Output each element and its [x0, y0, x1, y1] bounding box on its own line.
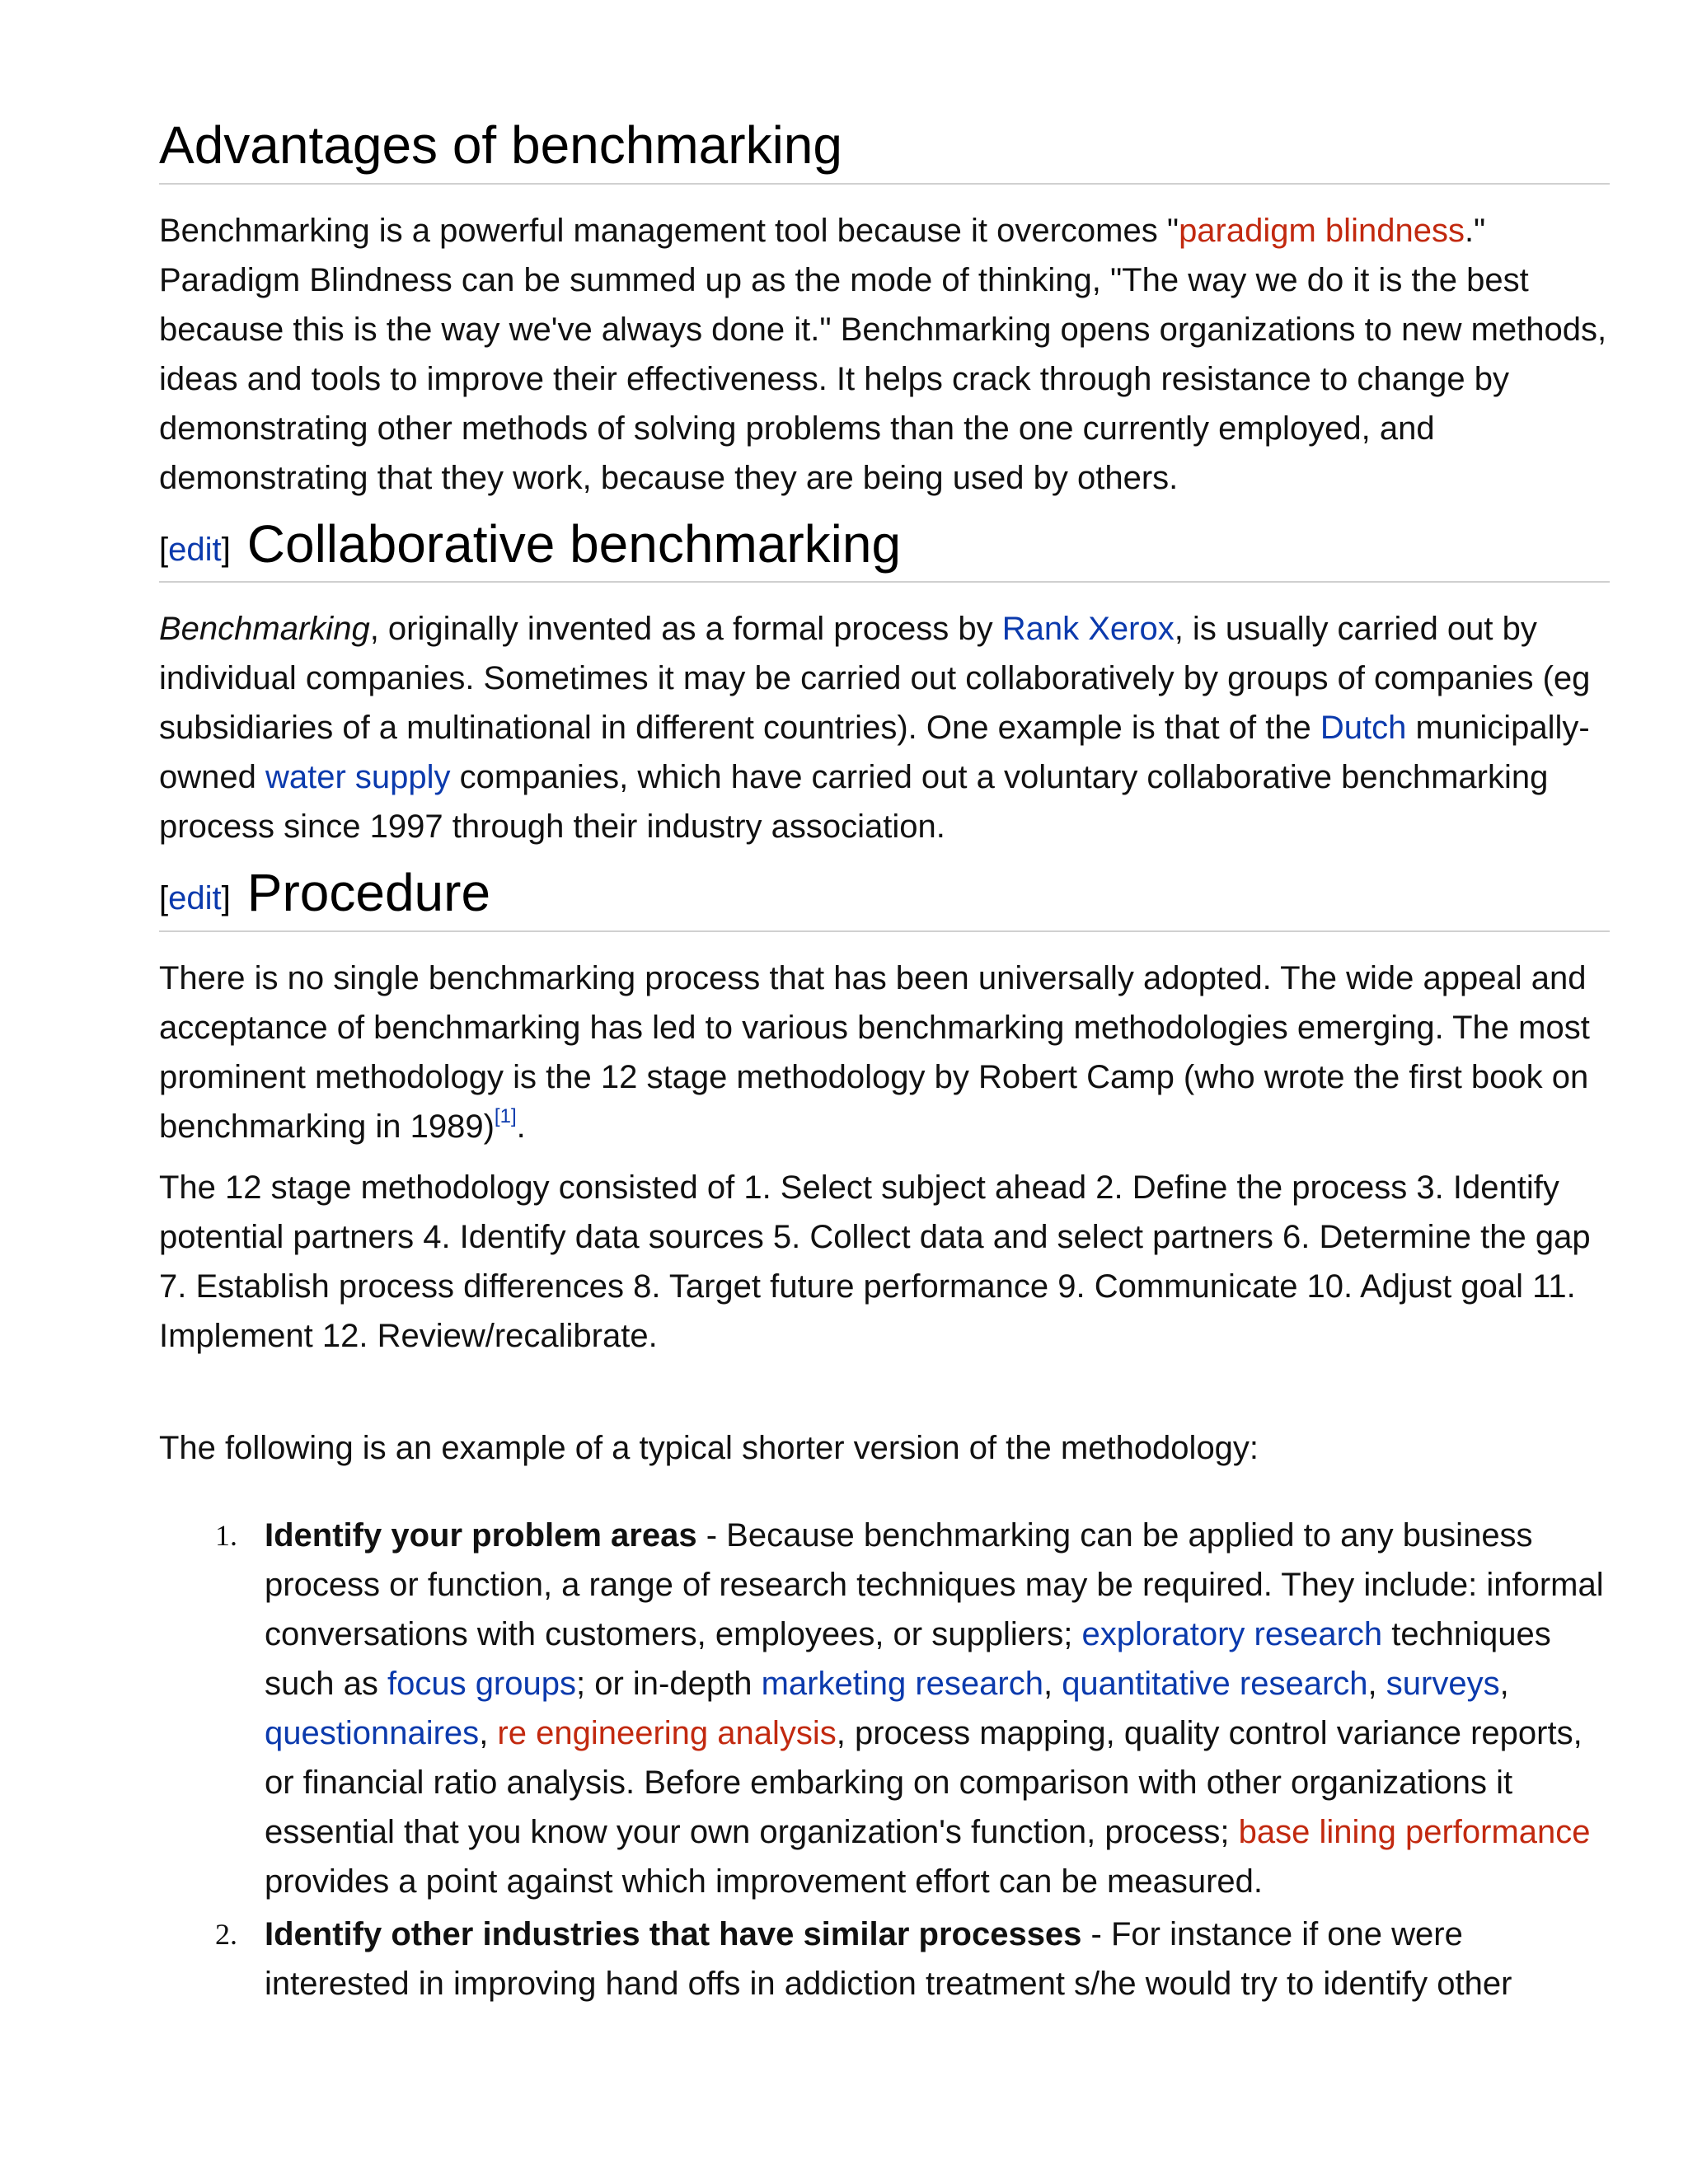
link-exploratory-research[interactable]: exploratory research	[1081, 1615, 1383, 1652]
link-base-lining-performance[interactable]: base lining performance	[1238, 1813, 1591, 1850]
heading-title: Procedure	[246, 863, 491, 923]
heading-collaborative-benchmarking	[159, 514, 1610, 583]
list-item: 2. Identify other industries that have similar processes - For instance if one were interested in improving hand offs in addiction treatment s/he would try to identify other	[159, 1910, 1610, 2008]
article-content	[159, 115, 1610, 2012]
link-quantitative-research[interactable]: quantitative research	[1062, 1665, 1368, 1702]
paragraph-collaborative: Benchmarking, originally invented as a formal process by Rank Xerox, is usually carried out by individual companies. Sometimes it may be carried out collaboratively by groups of companies (eg subsidiaries of a multinational in different countries). One example is that of the Dutch municipally-owned water supply companies, which have carried out a voluntary collaborative benchmarking process since 1997 through their industry association.	[159, 611, 1591, 846]
link-surveys[interactable]: surveys	[1386, 1665, 1500, 1702]
link-dutch[interactable]: Dutch	[1320, 710, 1407, 747]
edit-link[interactable]: edit	[168, 880, 222, 917]
link-paradigm-blindness[interactable]: paradigm blindness	[1179, 212, 1465, 249]
edit-link[interactable]: edit	[168, 531, 222, 568]
reference-1[interactable]: [1]	[494, 1104, 517, 1127]
edit-section-collaborative: [edit]	[159, 531, 231, 568]
paragraph-shorter-version: The following is an example of a typical shorter version of the methodology:	[159, 1429, 1259, 1466]
link-questionnaires[interactable]: questionnaires	[265, 1714, 480, 1751]
list-item: 1. Identify your problem areas - Because benchmarking can be applied to any business process or function, a range of research techniques may be required. They include: informal conversations with customers, employees, or suppliers; exploratory research techniques such as focus groups; or in-depth marketing research, quantitative research, surveys, questionnaires, re engineering analysis, process mapping, quality control variance reports, or financial ratio analysis. Before embarking on comparison with other organizations it essential that you know your own organization's function, process; base lining performance provides a point against which improvement effort can be measured.	[159, 1511, 1610, 1906]
link-water-supply[interactable]: water supply	[265, 759, 451, 796]
heading-procedure	[159, 863, 1610, 932]
paragraph-advantages: Benchmarking is a powerful management tool because it overcomes "paradigm blindness." Paradigm Blindness can be summed up as the mode of thinking, "The way we do it is the best because this is the way we've always done it." Benchmarking opens organizations to new methods, ideas and tools to improve their effectiveness. It helps crack through resistance to change by demonstrating other methods of solving problems than the one currently employed, and demonstrating that they work, because they are being used by others.	[159, 212, 1607, 496]
methodology-list	[159, 1511, 1610, 2008]
link-marketing-research[interactable]: marketing research	[761, 1665, 1043, 1702]
list-number: 2.	[215, 1917, 237, 1951]
heading-advantages-of-benchmarking	[159, 115, 1610, 185]
list-number: 1.	[215, 1518, 237, 1552]
heading-title: Collaborative benchmarking	[246, 513, 902, 574]
edit-section-procedure: [edit]	[159, 880, 231, 917]
paragraph-procedure-intro: There is no single benchmarking process that has been universally adopted. The wide appeal and acceptance of benchmarking has led to various benchmarking methodologies emerging. The most prominent methodology is the 12 stage methodology by Robert Camp (who wrote the first book on benchmarking in 1989)[1].	[159, 959, 1590, 1145]
link-focus-groups[interactable]: focus groups	[387, 1665, 576, 1702]
link-rank-xerox[interactable]: Rank Xerox	[1001, 611, 1175, 648]
link-re-engineering-analysis[interactable]: re engineering analysis	[497, 1714, 837, 1751]
heading-title: Advantages of benchmarking	[159, 115, 842, 175]
paragraph-12-stage: The 12 stage methodology consisted of 1. Select subject ahead 2. Define the process 3. Identify potential partners 4. Identify data sources 5. Collect data and select partners 6. Determine the gap 7. Establish process differences 8. Target future performance 9. Communicate 10. Adjust goal 11. Implement 12. Review/recalibrate.	[159, 1169, 1591, 1354]
